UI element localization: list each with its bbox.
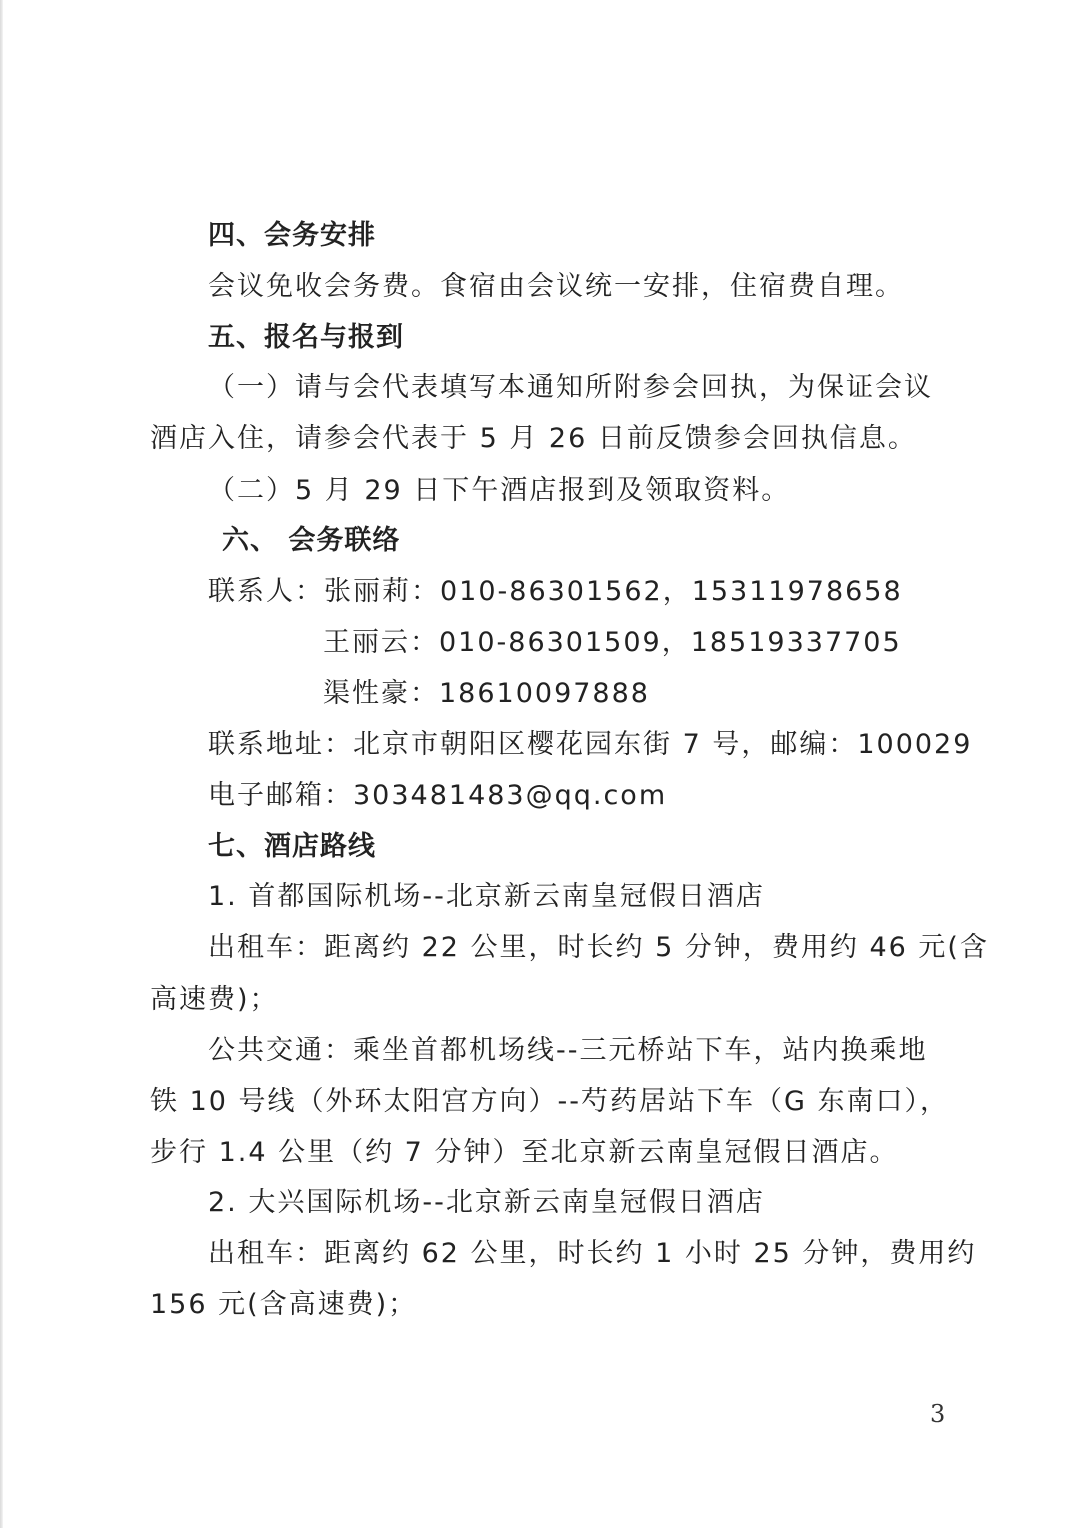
heading-section-7: 七、酒店路线 — [208, 831, 376, 862]
contact-person-3: 渠性豪：18610097888 — [323, 678, 650, 709]
route-1-taxi-line-1: 出租车：距离约 22 公里，时长约 5 分钟，费用约 46 元(含 — [208, 932, 989, 963]
route-2-taxi-line-1: 出租车：距离约 62 公里，时长约 1 小时 25 分钟，费用约 — [208, 1238, 977, 1269]
heading-section-6: 六、 会务联络 — [222, 525, 401, 556]
section-4-body: 会议免收会务费。食宿由会议统一安排，住宿费自理。 — [208, 271, 904, 302]
route-2-taxi-line-2: 156 元(含高速费)； — [150, 1289, 418, 1320]
route-1-transit-line-1: 公共交通：乘坐首都机场线--三元桥站下车，站内换乘地 — [208, 1035, 928, 1066]
contact-person-1: 联系人：张丽莉：010-86301562，15311978658 — [208, 576, 903, 607]
section-5-item-1-line-2: 酒店入住，请参会代表于 5 月 26 日前反馈参会回执信息。 — [150, 423, 917, 454]
contact-email: 电子邮箱：303481483@qq.com — [208, 780, 668, 811]
page-edge-shadow — [0, 0, 3, 1528]
route-2-title: 2. 大兴国际机场--北京新云南皇冠假日酒店 — [208, 1187, 765, 1218]
section-5-item-1-line-1: （一）请与会代表填写本通知所附参会回执，为保证会议 — [208, 372, 933, 403]
heading-section-5: 五、报名与报到 — [208, 322, 404, 353]
route-1-taxi-line-2: 高速费)； — [150, 984, 279, 1015]
route-1-transit-line-3: 步行 1.4 公里（约 7 分钟）至北京新云南皇冠假日酒店。 — [150, 1137, 899, 1168]
page-number: 3 — [930, 1400, 946, 1428]
heading-section-4: 四、会务安排 — [208, 220, 376, 251]
contact-person-2: 王丽云：010-86301509，18519337705 — [323, 627, 902, 658]
section-5-item-2: （二）5 月 29 日下午酒店报到及领取资料。 — [208, 475, 791, 506]
contact-address: 联系地址：北京市朝阳区樱花园东街 7 号，邮编：100029 — [208, 729, 973, 760]
route-1-transit-line-2: 铁 10 号线（外环太阳宫方向）--芍药居站下车（G 东南口）， — [150, 1086, 950, 1117]
route-1-title: 1. 首都国际机场--北京新云南皇冠假日酒店 — [208, 881, 765, 912]
